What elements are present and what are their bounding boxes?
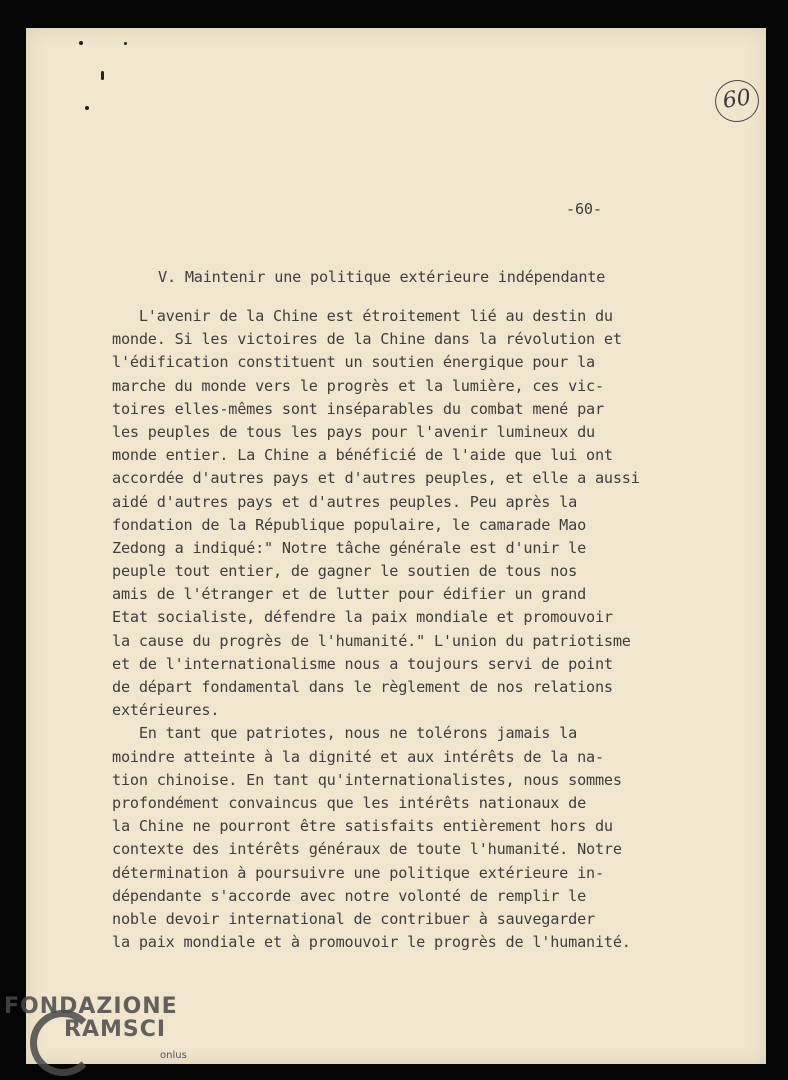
text-line: marche du monde vers le progrès et la lumière, ces vic- [112,376,604,395]
text-line: les peuples de tous les pays pour l'avenir lumineux du [112,422,595,441]
text-line: extérieures. [112,701,220,720]
text-line: la paix mondiale et à promouvoir le progrès de l'humanité. [112,933,631,952]
text-line: et de l'internationalisme nous a toujours servi de point [112,654,613,673]
text-line: de départ fondamental dans le règlement de nos relations [112,678,613,696]
watermark-suffix: onlus [160,1050,187,1061]
text-line: la cause du progrès de l'humanité." L'union du patriotisme [112,631,631,650]
text-line: moindre atteinte à la dignité et aux intérêts de la na- [112,747,604,766]
punch-mark [124,42,127,45]
section-heading: V. Maintenir une politique extérieure indépendante [158,268,606,286]
text-line: aidé d'autres pays et d'autres peuples. Peu après la [112,492,578,511]
watermark-line-2: RAMSCI [64,1017,167,1042]
text-line: noble devoir international de contribuer à sauvegarder [112,909,595,928]
text-line: dépendante s'accorde avec notre volonté de remplir le [112,886,587,905]
handwritten-page-number: 60 [712,77,761,125]
text-line: accordée d'autres pays et d'autres peuples, et elle a aussi [112,469,640,488]
text-line: contexte des intérêts généraux de toute l'humanité. Notre [112,840,622,859]
text-line: fondation de la République populaire, le camarade Mao [112,515,587,534]
punch-mark [79,41,83,45]
text-line: toires elles-mêmes sont inséparables du combat mené par [112,399,604,418]
watermark [4,994,178,1042]
text-line: Etat socialiste, défendre la paix mondiale et promouvoir [112,608,613,627]
text-line: l'édification constituent un soutien énergique pour la [112,353,595,372]
text-line: tion chinoise. En tant qu'internationalistes, nous sommes [112,770,622,789]
text-line: profondément convaincus que les intérêts nationaux de [112,793,587,812]
text-line: peuple tout entier, de gagner le soutien de tous nos [112,562,578,581]
text-line: En tant que patriotes, nous ne tolérons jamais la [112,724,578,743]
text-line: L'avenir de la Chine est étroitement lié au destin du [112,307,613,325]
text-line: amis de l'étranger et de lutter pour édifier un grand [112,585,587,604]
text-line: la Chine ne pourront être satisfaits entièrement hors du [112,817,613,836]
punch-mark [85,106,89,110]
page-number: -60- [566,200,602,218]
text-line: monde. Si les victoires de la Chine dans la révolution et [112,330,622,349]
text-line: Zedong a indiqué:" Notre tâche générale est d'unir le [112,538,587,557]
watermark-line-1: FONDAZIONE [4,994,178,1019]
text-line: monde entier. La Chine a bénéficié de l'aide que lui ont [112,446,613,465]
text-line: détermination à poursuivre une politique extérieure in- [112,863,604,882]
punch-mark [101,71,104,80]
body-text [112,305,640,954]
